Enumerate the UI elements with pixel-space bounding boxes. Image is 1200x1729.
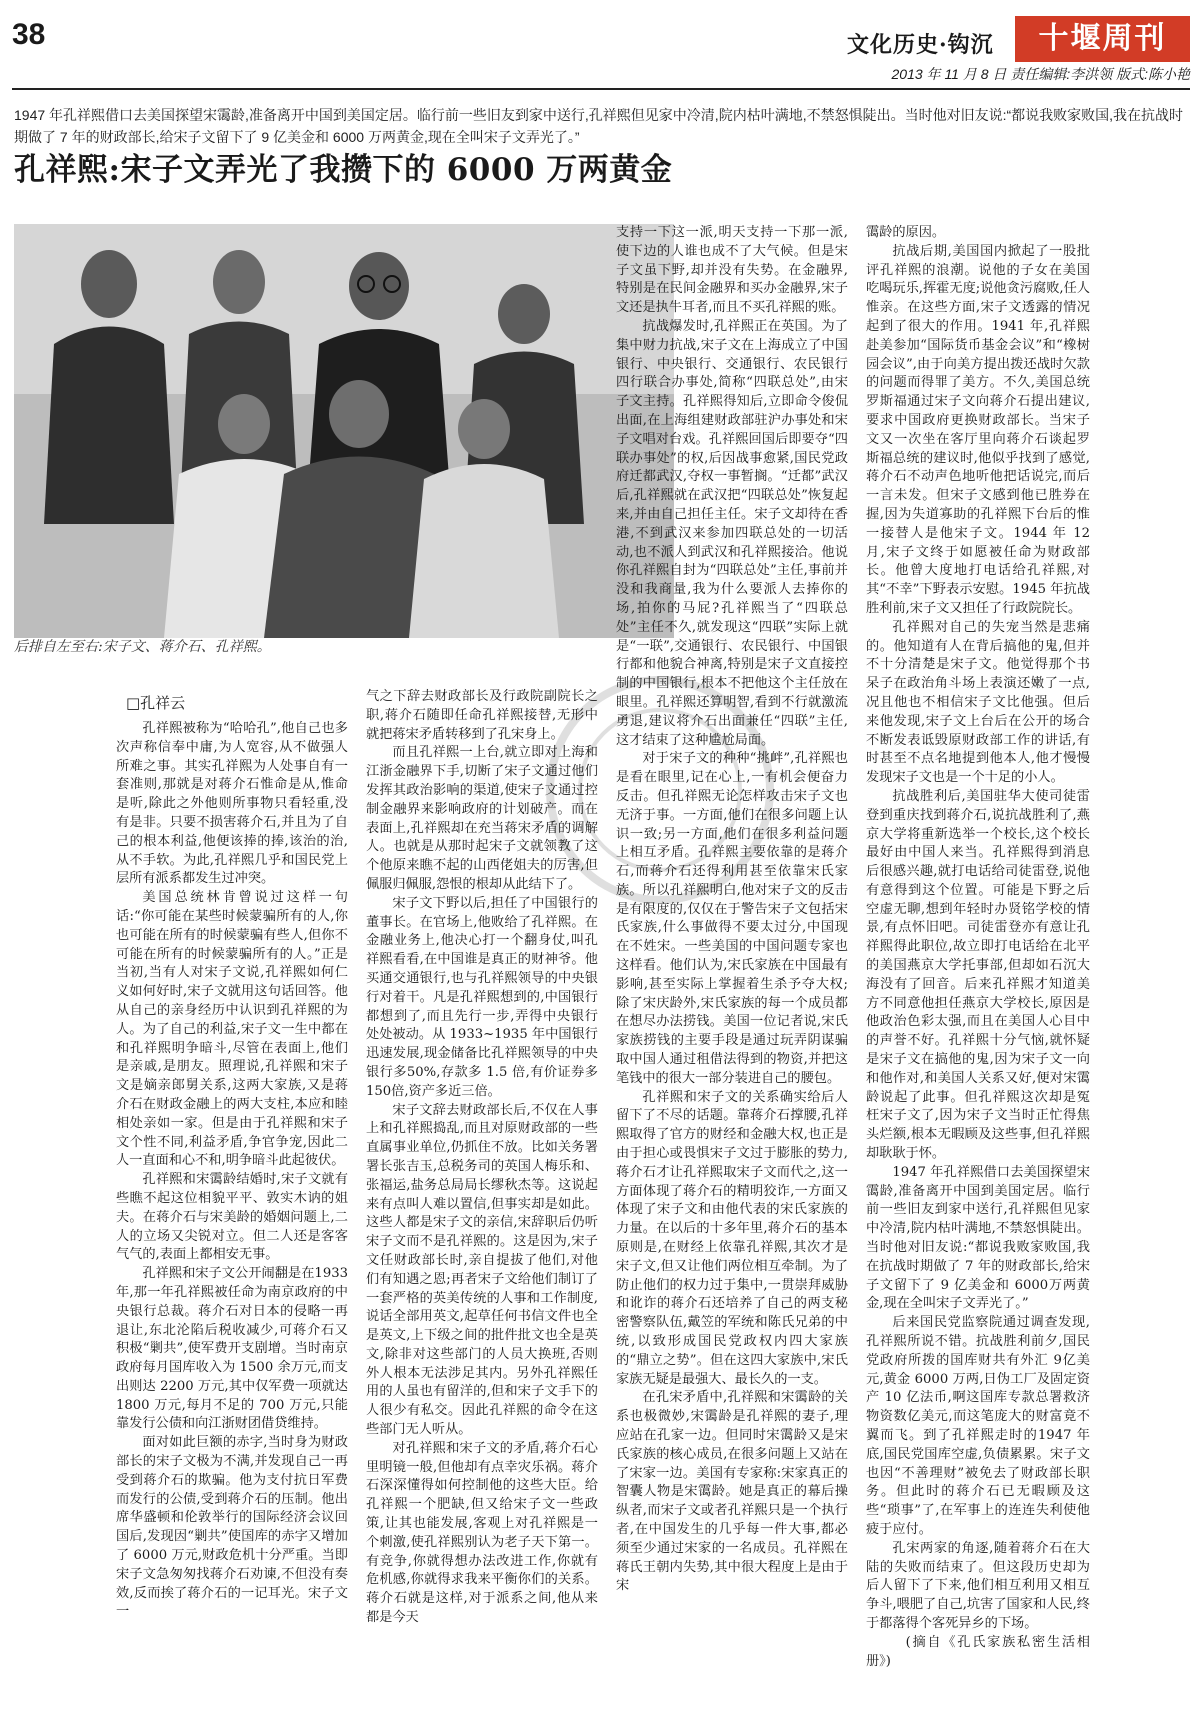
masthead: 十堰周刊 bbox=[1015, 16, 1190, 62]
page-number: 38 bbox=[12, 18, 46, 51]
paragraph: 抗战爆发时,孔祥熙正在英国。为了集中财力抗战,宋子文在上海成立了中国银行、中央银行、交通银行、农民银行四行联合办事处,简称“四联总处”,由宋子文主持。孔祥熙得知后,立即命令俊侃出面,在上海组建财政部驻沪办事处和宋子文唱对台戏。孔祥熙回国后即要夺“四联办事处”的权,后因战事愈紧,国民党政府迁都武汉,夺权一事暂搁。“迁都”武汉后,孔祥熙就在武汉把“四联总处”恢复起来,并由自己担任主任。宋子文却待在香港,不到武汉来参加四联总处的一切活动,也不派人到武汉和孔祥熙接洽。他说你孔祥熙自封为“四联总处”主任,事前并没和我商量,我为什么要派人去捧你的场,拍你的马屁?孔祥熙当了“四联总处”主任不久,就发现这“四联”实际上就是“一联”,交通银行、农民银行、中国银行都和他貌合神离,特别是宋子文直接控制的中国银行,根本不把他这个主任放在眼里。孔祥熙还算明智,看到不行就激流勇退,建议将介石出面兼任“四联”主任,这才结束了这种尴尬局面。 bbox=[616, 318, 848, 748]
paragraph: 后来国民党监察院通过调查发现,孔祥熙所说不错。抗战胜利前夕,国民党政府所拨的国库财共有外汇 9亿美元,黄金 6000 万两,日伪工厂及固定资产 10 亿法币,啊这国库专款总署救济物资数亿美元,而这笔庞大的财富竟不翼而飞。到了孔祥熙走时的1947 年底,国民党国库空虚,负债累累。宋子文也因“不善理财”被免去了财政部长职务。但此时的蒋介石已无暇顾及这些“琐事”了,在军事上的连连失利使他疲于应付。 bbox=[866, 1315, 1090, 1537]
paragraph: 气之下辞去财政部长及行政院副院长之职,蒋介石随即任命孔祥熙接替,无形中就把蒋宋矛盾转移到了孔宋身上。 bbox=[366, 689, 598, 742]
paragraph: 宋子文辞去财政部长后,不仅在人事上和孔祥熙捣乱,而且对原财政部的一些直属事业单位,仍抓住不放。比如关务署署长张吉玉,总税务司的英国人梅乐和、张福运,盐务总局局长缪秋杰等。这说起来有点叫人难以置信,但事实却是如此。这些人都是宋子文的亲信,宋辞职后仍听宋子文而不是孔祥熙的。这是因为,宋子文任财政部长时,亲自提拔了他们,对他们有知遇之恩;再者宋子文给他们制订了一套严格的英美传统的人事和工作制度,说话全部用英文,起草任何书信文件也全是英文,上下级之间的批件批文也全是英文,除非对这些部门的人员大换班,否则外人根本无法涉足其内。另外孔祥熙任用的人虽也有留洋的,但和宋子文手下的人很少有私交。因此孔祥熙的命令在这些部门无人听从。 bbox=[366, 1102, 598, 1438]
paragraph: 孔祥熙被称为“哈哈孔”,他自己也多次声称信奉中庸,为人宽容,从不做强人所难之事。其实孔祥熙为人处事自有一套准则,那就是对蒋介石惟命是从,惟命是听,除此之外他则所事物只看轻重,没有是非。只要不损害蒋介石,并且为了自己的根本利益,他便该捧的捧,该治的治,从不手软。为此,孔祥熙几乎和国民党上层所有派系都发生过冲突。 bbox=[116, 721, 348, 887]
article-column-2 bbox=[366, 688, 598, 1724]
lede-paragraph: 1947 年孔祥熙借口去美国探望宋霭龄,准备离开中国到美国定居。临行前一些旧友到家中送行,孔祥熙但见家中冷清,院内枯叶满地,不禁怒惧陡出。当时他对旧友说:“都说我败家败国,我在抗战时期做了 7 年的财政部长,给宋子文留下了 9 亿美金和 6000 万两黄金,现在全叫宋子文弄光了。” bbox=[14, 107, 1184, 145]
paragraph: 而且孔祥熙一上台,就立即对上海和江浙金融界下手,切断了宋子文通过他们发挥其政治影响的渠道,使宋子文通过控制金融界来影响政府的计划破产。而在表面上,孔祥熙却在充当蒋宋矛盾的调解人。也就是从那时起宋子文就领教了这个他原来瞧不起的山西佬姐夫的厉害,但佩服归佩服,怨恨的根却从此结下了。 bbox=[366, 745, 598, 892]
header-rule bbox=[12, 88, 1190, 90]
paragraph: 在孔宋矛盾中,孔祥熙和宋霭龄的关系也极微妙,宋霭龄是孔祥熙的妻子,理应站在孔家一边。但同时宋霭龄又是宋氏家族的核心成员,在很多问题上又站在了宋家一边。美国有专家称:宋家真正的智囊人物是宋霭龄。她是真正的幕后操纵者,而宋子文或者孔祥熙只是一个执行者,在中国发生的几乎每一件大事,都必须至少通过宋家的一名成员。孔祥熙在蒋氏王朝内失势,其中很大程度上是由于宋 bbox=[616, 1390, 848, 1594]
column-name: 文化历史·钩沉 bbox=[847, 32, 994, 58]
family-photo bbox=[14, 224, 674, 638]
paragraph: 1947 年孔祥熙借口去美国探望宋霭龄,准备离开中国到美国定居。临行前一些旧友到家中送行,孔祥熙但见家中冷清,院内枯叶满地,不禁怒惧陡出。当时他对旧友说:“都说我败家败国,我在抗战时期做了 7 年的财政部长,给宋子文留下了 9 亿美金和 6000万两黄金,现在全叫宋子文弄光了。” bbox=[866, 1164, 1090, 1312]
paragraph: 支持一下这一派,明天支持一下那一派,使下边的人谁也成不了大气候。但是宋子文虽下野,却并没有失势。在金融界,特别是在民间金融界和买办金融界,宋子文还是执牛耳者,而且不买孔祥熙的账。 bbox=[616, 225, 848, 316]
photo-caption: 后排自左至右:宋子文、蒋介石、孔祥熙。 bbox=[14, 639, 271, 655]
article-column-3 bbox=[616, 224, 848, 1724]
article-column-4 bbox=[866, 224, 1090, 1724]
headline: 孔祥熙:宋子文弄光了我攒下的 6000 万两黄金 bbox=[14, 152, 673, 188]
paragraph: 孔祥熙和宋霭龄结婚时,宋子文就有些瞧不起这位相貌平平、敦实木讷的姐夫。在蒋介石与宋美龄的婚姻问题上,二人的立场又尖锐对立。但二人还是客客气气的,表面上都相安无事。 bbox=[116, 1172, 348, 1263]
paragraph: 对于宋子文的种种“挑衅”,孔祥熙也是看在眼里,记在心上,一有机会便奋力反击。但孔祥熙无论怎样攻击宋子文也无济于事。一方面,他们在很多问题上认识一致;另一方面,他们在很多利益问题上相互矛盾。孔祥熙主要依靠的是蒋介石,而蒋介石还得利用甚至依靠宋氏家族。所以孔祥熙明白,他对宋子文的反击是有限度的,仅仅在于警告宋子文包括宋氏家族,什么事做得不要太过分,中国现在不姓宋。一些美国的中国问题专家也这样看。他们认为,宋氏家族在中国最有影响,甚至实际上掌握着生杀予夺大权;除了宋庆龄外,宋氏家族的每一个成员都在想尽办法捞钱。美国一位记者说,宋氏家族捞钱的主要手段是通过玩弄阴谋骗取中国人通过租借法得到的物资,并把这笔钱中的很大一部分装进自己的腰包。 bbox=[616, 751, 848, 1086]
source-note: (摘自《孔氏家族私密生活相册》) bbox=[866, 1634, 1090, 1669]
issue-line: 2013 年 11 月 8 日 责任编辑:李洪领 版式:陈小艳 bbox=[891, 66, 1190, 82]
paragraph: 面对如此巨额的赤字,当时身为财政部长的宋子文极为不满,并发现自己一再受到蒋介石的欺骗。他为支付抗日军费而发行的公债,受到蒋介石的压制。他出席华盛顿和伦敦举行的国际经济会议回国后,发现因“剿共”使国库的赤字又增加了 6000 万元,财政危机十分严重。当即宋子文急匆匆找蒋介石劝谏,不但没有奏效,反而挨了蒋介石的一记耳光。宋子文一 bbox=[116, 1435, 348, 1620]
paragraph: 美国总统林肯曾说过这样一句话:“你可能在某些时候蒙骗所有的人,你也可能在所有的时候蒙骗有些人,但你不可能在所有的时候蒙骗所有的人。”正是当初,当有人对宋子文说,孔祥熙如何仁义如何好时,宋子文就用这句话回答。他从自己的亲身经历中认识到孔祥熙的为人。为了自己的利益,宋子文一生中都在和孔祥熙明争暗斗,尽管在表面上,他们是亲戚,是朋友。照理说,孔祥熙和宋子文是嫡亲郎舅关系,这两大家族,又是蒋介石在财政金融上的两大支柱,本应和睦相处亲如一家。但是由于孔祥熙和宋子文个性不同,利益矛盾,争官争宠,因此二人一直面和心不和,明争暗斗此起彼伏。 bbox=[116, 890, 348, 1169]
paragraph: 霭龄的原因。 bbox=[866, 225, 946, 240]
paragraph: 孔宋两家的角逐,随着蒋介石在大陆的失败而结束了。但这段历史却为后人留下了下来,他们相互利用又相互争斗,喂肥了自己,坑害了国家和人民,终于都落得个客死异乡的下场。 bbox=[866, 1540, 1090, 1631]
family-photo-illustration bbox=[14, 224, 674, 638]
paragraph: 孔祥熙对自己的失宠当然是悲痛的。他知道有人在背后搞他的鬼,但并不十分清楚是宋子文。他觉得那个书呆子在政治角斗场上表演还嫩了一点,况且他也不相信宋子文比他强。但后来他发现,宋子文上台后在公开的场合不断发表诋毁原财政部工作的讲话,有时甚至不点名地提到他本人,他才慢慢发现宋子文也是一个十足的小人。 bbox=[866, 619, 1090, 786]
paragraph: 抗战后期,美国国内掀起了一股批评孔祥熙的浪潮。说他的子女在美国吃喝玩乐,挥霍无度;说他贪污腐败,任人惟亲。在这些方面,宋子文透露的情况起到了很大的作用。1941 年,孔祥熙赴美参加“国际货币基金会议”和“橡树园会议”,由于向美方提出拨还战时欠款的问题而得罪了美方。不久,美国总统罗斯福通过宋子文向蒋介石提出建议,要求中国政府更换财政部长。当宋子文又一次坐在客厅里向蒋介石谈起罗斯福总统的建议时,他似乎找到了感觉,蒋介石不动声色地听他把话说完,而后一言未发。但宋子文感到他已胜券在握,因为失道寡助的孔祥熙下台后的惟一接替人是他宋子文。1944 年 12 月,宋子文终于如愿被任命为财政部长。他曾大度地打电话给孔祥熙,对其“不幸”下野表示安慰。1945 年抗战胜利前,宋子文又担任了行政院院长。 bbox=[866, 243, 1090, 616]
paragraph: 孔祥熙和宋子文公开闹翻是在1933 年,那一年孔祥熙被任命为南京政府的中央银行总裁。蒋介石对日本的侵略一再退让,东北沦陷后税收减少,可蒋介石又积极“剿共”,使军费开支剧增。当时南京政府每月国库收入为 1500 余万元,而支出则达 2200 万元,其中仅军费一项就达 1800 万元,每月不足的 700 万元,只能靠发行公债和向江浙财团借贷维持。 bbox=[116, 1266, 348, 1432]
paragraph: 孔祥熙和宋子文的关系确实给后人留下了不尽的话题。靠蒋介石撑腰,孔祥熙取得了官方的财经和金融大权,也正是由于担心或畏惧宋子文过于膨胀的势力,蒋介石才让孔祥熙取宋子文而代之,这一方面体现了蒋介石的精明狡诈,一方面又体现了宋子文和由他代表的宋氏家族的力量。在以后的十多年里,蒋介石的基本原则是,在财经上依靠孔祥熙,其次才是宋子文,但又让他们两位相互牵制。为了防止他们的权力过于集中,一贯崇拜威胁和讹诈的蒋介石还培养了自己的两支秘密警察队伍,戴笠的军统和陈氏兄弟的中统,以致形成国民党政权内四大家族的“鼎立之势”。但在这四大家族中,宋氏家族无疑是最强大、最长久的一支。 bbox=[616, 1089, 848, 1387]
paragraph: 抗战胜利后,美国驻华大使司徒雷登到重庆找到蒋介石,说抗战胜利了,燕京大学将重新选举一个校长,这个校长最好由中国人来当。孔祥熙得到消息后很感兴趣,就打电话给司徒雷登,说他有意得到这个位置。可能是下野之后空虚无聊,想到年轻时办贤铭学校的情景,有点怀旧吧。司徒雷登亦有意让孔祥熙得此职位,故立即打电话给在北平的美国燕京大学托事部,但却如石沉大海没有了回音。后来孔祥熙才知道美方不同意他担任燕京大学校长,原因是他政治色彩太强,而且在美国人心目中的声誉不好。孔祥熙十分气恼,就怀疑是宋子文在搞他的鬼,因为宋子文一向和他作对,和美国人关系又好,便对宋霭龄说起了此事。但孔祥熙这次却是冤枉宋子文了,因为宋子文当时正忙得焦头烂额,根本无暇顾及这些事,但孔祥熙却耿耿于怀。 bbox=[866, 788, 1090, 1162]
article-column-1 bbox=[116, 720, 348, 1724]
paragraph: 宋子文下野以后,担任了中国银行的董事长。在官场上,他败给了孔祥熙。在金融业务上,他决心打一个翻身仗,叫孔祥熙看看,在中国谁是真正的财神爷。他买通交通银行,也与孔祥熙领导的中央银行对着干。凡是孔祥熙想到的,中国银行都想到了,而且先行一步,弄得中央银行处处被动。从 1933~1935 年中国银行迅速发展,现金储备比孔祥熙领导的中央银行多50%,存款多 1.5 倍,有价证券多 150倍,资产多近三倍。 bbox=[366, 895, 598, 1099]
byline: □孔祥云 bbox=[126, 694, 186, 712]
paragraph: 对孔祥熙和宋子文的矛盾,蒋介石心里明镜一般,但他却有点幸灾乐祸。蒋介石深深懂得如何控制他的这些大臣。给孔祥熙一个肥缺,但又给宋子文一些政策,让其也能发展,客观上对孔祥熙是一个刺激,使孔祥熙别认为老子天下第一。有竞争,你就得想办法改进工作,你就有危机感,你就得求我来平衡你们的关系。蒋介石就是这样,对于派系之间,他从来都是今天 bbox=[366, 1440, 598, 1626]
